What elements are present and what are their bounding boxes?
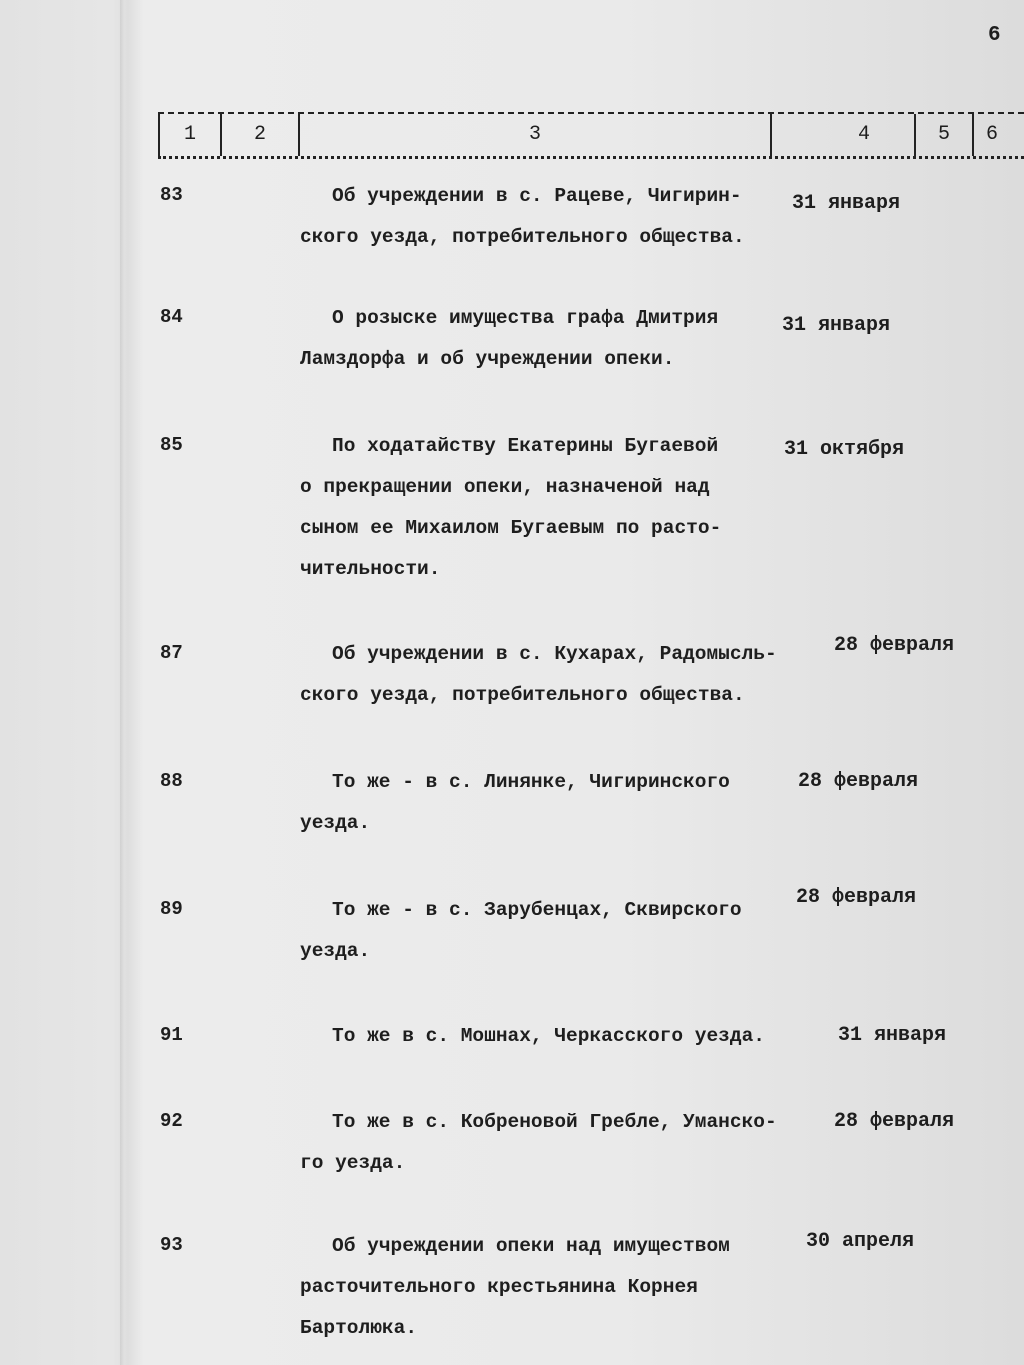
entry-text-line: По ходатайству Екатерины Бугаевой bbox=[332, 435, 719, 457]
entry-date: 31 января bbox=[782, 314, 891, 337]
page-number: 6 bbox=[988, 24, 1001, 47]
entry-number: 92 bbox=[160, 1110, 183, 1132]
entry-date: 28 февраля bbox=[796, 886, 917, 909]
entry-description bbox=[300, 1016, 840, 1057]
entry-description bbox=[300, 176, 800, 258]
entry-text-line: То же в с. Кобреновой Гребле, Уманско- bbox=[332, 1111, 777, 1133]
column-header-4: 4 bbox=[770, 114, 914, 156]
entry-number: 83 bbox=[160, 184, 183, 206]
entry-description bbox=[300, 890, 800, 972]
entry-date: 31 октября bbox=[784, 438, 905, 461]
entry-date: 31 января bbox=[792, 192, 901, 215]
entry-text-line: о прекращении опеки, назначеной над bbox=[300, 476, 710, 498]
entry-date: 28 февраля bbox=[834, 1110, 955, 1133]
entry-text-line: ского уезда, потребительного общества. bbox=[300, 684, 745, 706]
entry-date: 28 февраля bbox=[834, 634, 955, 657]
entry-number: 91 bbox=[160, 1024, 183, 1046]
entry-number: 93 bbox=[160, 1234, 183, 1256]
entry-text-line: Об учреждении в с. Рацеве, Чигирин- bbox=[332, 185, 742, 207]
entry-description bbox=[300, 634, 800, 716]
entry-text-line: ского уезда, потребительного общества. bbox=[300, 226, 745, 248]
column-header-2: 2 bbox=[220, 114, 298, 156]
entry-description bbox=[300, 298, 800, 380]
table-header bbox=[158, 112, 1024, 159]
column-header-1: 1 bbox=[158, 114, 220, 156]
entry-number: 84 bbox=[160, 306, 183, 328]
entry-description bbox=[300, 1226, 800, 1349]
entry-text-line: То же в с. Мошнах, Черкасского уезда. bbox=[332, 1025, 765, 1047]
entry-date: 30 апреля bbox=[806, 1230, 915, 1253]
entry-text-line: расточительного крестьянина Корнея bbox=[300, 1276, 698, 1298]
entry-description bbox=[300, 762, 800, 844]
entry-text-line: уезда. bbox=[300, 940, 371, 962]
entry-date: 31 января bbox=[838, 1024, 947, 1047]
entry-text-line: го уезда. bbox=[300, 1152, 406, 1174]
entry-number: 85 bbox=[160, 434, 183, 456]
entry-text-line: То же - в с. Линянке, Чигиринского bbox=[332, 771, 730, 793]
entry-text-line: чительности. bbox=[300, 558, 441, 580]
column-header-3: 3 bbox=[298, 114, 770, 156]
entry-text-line: О розыске имущества графа Дмитрия bbox=[332, 307, 719, 329]
entry-number: 89 bbox=[160, 898, 183, 920]
entry-description bbox=[300, 1102, 800, 1184]
entry-number: 88 bbox=[160, 770, 183, 792]
entry-number: 87 bbox=[160, 642, 183, 664]
column-header-5: 5 bbox=[914, 114, 972, 156]
entry-description bbox=[300, 426, 800, 590]
entry-date: 28 февраля bbox=[798, 770, 919, 793]
entry-text-line: уезда. bbox=[300, 812, 371, 834]
entry-text-line: Об учреждении опеки над имуществом bbox=[332, 1235, 730, 1257]
entry-text-line: Об учреждении в с. Кухарах, Радомысль- bbox=[332, 643, 777, 665]
entry-text-line: Бартолюка. bbox=[300, 1317, 418, 1339]
entry-text-line: То же - в с. Зарубенцах, Сквирского bbox=[332, 899, 742, 921]
page-fold-shadow bbox=[120, 0, 124, 1365]
entry-text-line: Ламздорфа и об учреждении опеки. bbox=[300, 348, 675, 370]
column-header-6: 6 bbox=[972, 114, 1024, 156]
entry-text-line: сыном ее Михаилом Бугаевым по расто- bbox=[300, 517, 722, 539]
